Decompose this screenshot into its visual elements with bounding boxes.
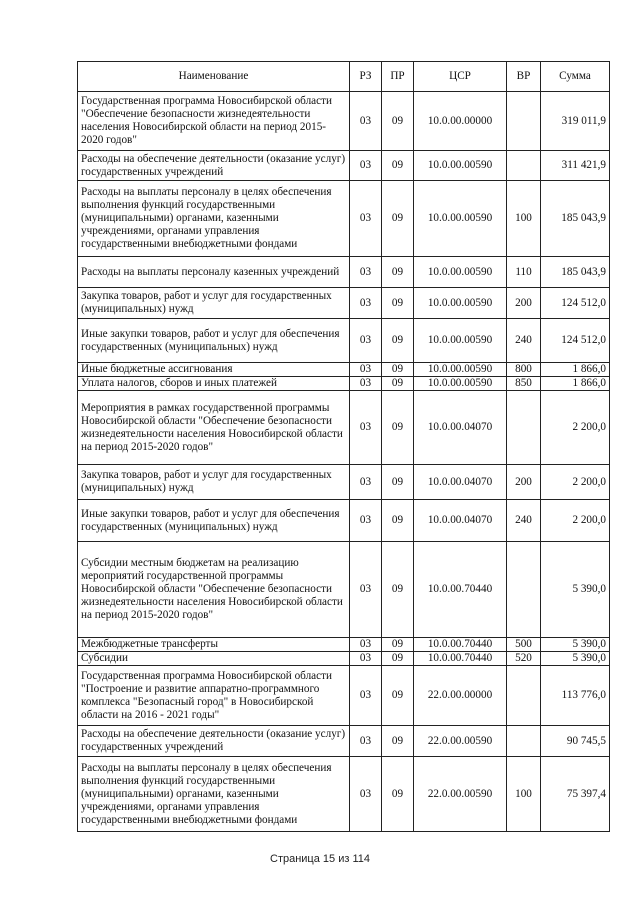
header-csr: ЦСР — [414, 62, 507, 92]
row-vr — [507, 92, 541, 151]
row-pr: 09 — [382, 288, 414, 319]
table-row — [78, 666, 610, 726]
row-sum: 2 200,0 — [541, 391, 610, 465]
row-rz: 03 — [350, 151, 382, 181]
table-header-row — [78, 62, 610, 92]
row-name: Закупка товаров, работ и услуг для государственных (муниципальных) нужд — [78, 288, 350, 319]
row-csr: 10.0.00.00590 — [414, 257, 507, 288]
table-row — [78, 151, 610, 181]
row-name: Субсидии — [78, 652, 350, 666]
row-name: Иные закупки товаров, работ и услуг для обеспечения государственных (муниципальных) нужд — [78, 500, 350, 542]
row-sum: 1 866,0 — [541, 363, 610, 377]
row-pr: 09 — [382, 652, 414, 666]
row-rz: 03 — [350, 319, 382, 363]
row-vr — [507, 726, 541, 757]
table-row — [78, 638, 610, 652]
budget-table — [77, 61, 610, 832]
row-vr: 240 — [507, 319, 541, 363]
table-row — [78, 319, 610, 363]
row-name: Государственная программа Новосибирской области "Построение и развитие аппаратно-программного комплекса "Безопасный город" в Новосибирской области на 2016 - 2021 годы" — [78, 666, 350, 726]
table-row — [78, 500, 610, 542]
row-name: Расходы на обеспечение деятельности (оказание услуг) государственных учреждений — [78, 726, 350, 757]
row-pr: 09 — [382, 181, 414, 257]
row-csr: 10.0.00.00590 — [414, 377, 507, 391]
row-vr: 100 — [507, 181, 541, 257]
row-rz: 03 — [350, 726, 382, 757]
row-sum: 5 390,0 — [541, 652, 610, 666]
row-rz: 03 — [350, 666, 382, 726]
row-csr: 22.0.00.00590 — [414, 757, 507, 832]
header-rz: РЗ — [350, 62, 382, 92]
row-sum: 2 200,0 — [541, 500, 610, 542]
row-vr: 240 — [507, 500, 541, 542]
row-sum: 185 043,9 — [541, 257, 610, 288]
row-rz: 03 — [350, 377, 382, 391]
row-rz: 03 — [350, 92, 382, 151]
row-csr: 10.0.00.00000 — [414, 92, 507, 151]
row-vr: 520 — [507, 652, 541, 666]
row-sum: 311 421,9 — [541, 151, 610, 181]
table-row — [78, 288, 610, 319]
row-sum: 319 011,9 — [541, 92, 610, 151]
row-csr: 10.0.00.00590 — [414, 151, 507, 181]
row-sum: 113 776,0 — [541, 666, 610, 726]
row-vr — [507, 391, 541, 465]
table-row — [78, 757, 610, 832]
table-row — [78, 391, 610, 465]
row-vr: 800 — [507, 363, 541, 377]
row-vr — [507, 666, 541, 726]
row-rz: 03 — [350, 757, 382, 832]
header-sum: Сумма — [541, 62, 610, 92]
row-csr: 10.0.00.70440 — [414, 542, 507, 638]
row-name: Уплата налогов, сборов и иных платежей — [78, 377, 350, 391]
row-pr: 09 — [382, 257, 414, 288]
row-pr: 09 — [382, 465, 414, 500]
row-pr: 09 — [382, 638, 414, 652]
row-vr: 850 — [507, 377, 541, 391]
table-row — [78, 92, 610, 151]
row-pr: 09 — [382, 542, 414, 638]
row-name: Расходы на выплаты персоналу в целях обеспечения выполнения функций государственными (муниципальными) органами, казенными учреждениями, органами управления государственными внебюджетными фондами — [78, 181, 350, 257]
row-rz: 03 — [350, 465, 382, 500]
row-pr: 09 — [382, 757, 414, 832]
row-rz: 03 — [350, 500, 382, 542]
table-row — [78, 363, 610, 377]
row-name: Закупка товаров, работ и услуг для государственных (муниципальных) нужд — [78, 465, 350, 500]
row-sum: 75 397,4 — [541, 757, 610, 832]
row-pr: 09 — [382, 151, 414, 181]
row-name: Иные закупки товаров, работ и услуг для обеспечения государственных (муниципальных) нужд — [78, 319, 350, 363]
row-name: Субсидии местным бюджетам на реализацию мероприятий государственной программы Новосибирской области "Обеспечение безопасности жизнедеятельности населения Новосибирской области на период 2015-2020 годов" — [78, 542, 350, 638]
table-row — [78, 726, 610, 757]
row-name: Государственная программа Новосибирской области "Обеспечение безопасности жизнедеятельности населения Новосибирской области на период 2015-2020 годов" — [78, 92, 350, 151]
row-csr: 10.0.00.04070 — [414, 465, 507, 500]
row-pr: 09 — [382, 92, 414, 151]
row-name: Расходы на обеспечение деятельности (оказание услуг) государственных учреждений — [78, 151, 350, 181]
row-csr: 22.0.00.00590 — [414, 726, 507, 757]
row-name: Иные бюджетные ассигнования — [78, 363, 350, 377]
header-name: Наименование — [78, 62, 350, 92]
row-vr: 200 — [507, 288, 541, 319]
row-pr: 09 — [382, 319, 414, 363]
row-sum: 5 390,0 — [541, 638, 610, 652]
page-number-footer: Страница 15 из 114 — [270, 853, 370, 865]
row-vr — [507, 542, 541, 638]
row-csr: 10.0.00.00590 — [414, 363, 507, 377]
row-csr: 10.0.00.04070 — [414, 500, 507, 542]
row-csr: 10.0.00.70440 — [414, 652, 507, 666]
row-csr: 10.0.00.04070 — [414, 391, 507, 465]
row-rz: 03 — [350, 542, 382, 638]
row-csr: 10.0.00.00590 — [414, 319, 507, 363]
row-rz: 03 — [350, 181, 382, 257]
row-csr: 10.0.00.70440 — [414, 638, 507, 652]
row-sum: 1 866,0 — [541, 377, 610, 391]
row-vr: 200 — [507, 465, 541, 500]
row-rz: 03 — [350, 257, 382, 288]
row-name: Расходы на выплаты персоналу в целях обеспечения выполнения функций государственными (муниципальными) органами, казенными учреждениями, органами управления государственными внебюджетными фондами — [78, 757, 350, 832]
row-vr: 100 — [507, 757, 541, 832]
table-row — [78, 257, 610, 288]
table-row — [78, 377, 610, 391]
row-vr — [507, 151, 541, 181]
row-name: Межбюджетные трансферты — [78, 638, 350, 652]
row-csr: 22.0.00.00000 — [414, 666, 507, 726]
row-rz: 03 — [350, 391, 382, 465]
row-sum: 124 512,0 — [541, 288, 610, 319]
row-sum: 90 745,5 — [541, 726, 610, 757]
row-sum: 124 512,0 — [541, 319, 610, 363]
header-vr: ВР — [507, 62, 541, 92]
row-pr: 09 — [382, 377, 414, 391]
row-csr: 10.0.00.00590 — [414, 181, 507, 257]
row-sum: 185 043,9 — [541, 181, 610, 257]
table-row — [78, 652, 610, 666]
row-csr: 10.0.00.00590 — [414, 288, 507, 319]
row-rz: 03 — [350, 363, 382, 377]
row-rz: 03 — [350, 638, 382, 652]
row-pr: 09 — [382, 726, 414, 757]
row-rz: 03 — [350, 288, 382, 319]
table-row — [78, 542, 610, 638]
row-rz: 03 — [350, 652, 382, 666]
row-pr: 09 — [382, 363, 414, 377]
header-pr: ПР — [382, 62, 414, 92]
row-name: Расходы на выплаты персоналу казенных учреждений — [78, 257, 350, 288]
table-row — [78, 465, 610, 500]
row-pr: 09 — [382, 500, 414, 542]
row-sum: 2 200,0 — [541, 465, 610, 500]
row-sum: 5 390,0 — [541, 542, 610, 638]
row-vr: 500 — [507, 638, 541, 652]
row-vr: 110 — [507, 257, 541, 288]
row-pr: 09 — [382, 666, 414, 726]
row-pr: 09 — [382, 391, 414, 465]
row-name: Мероприятия в рамках государственной программы Новосибирской области "Обеспечение безопасности жизнедеятельности населения Новосибирской области на период 2015-2020 годов" — [78, 391, 350, 465]
table-row — [78, 181, 610, 257]
